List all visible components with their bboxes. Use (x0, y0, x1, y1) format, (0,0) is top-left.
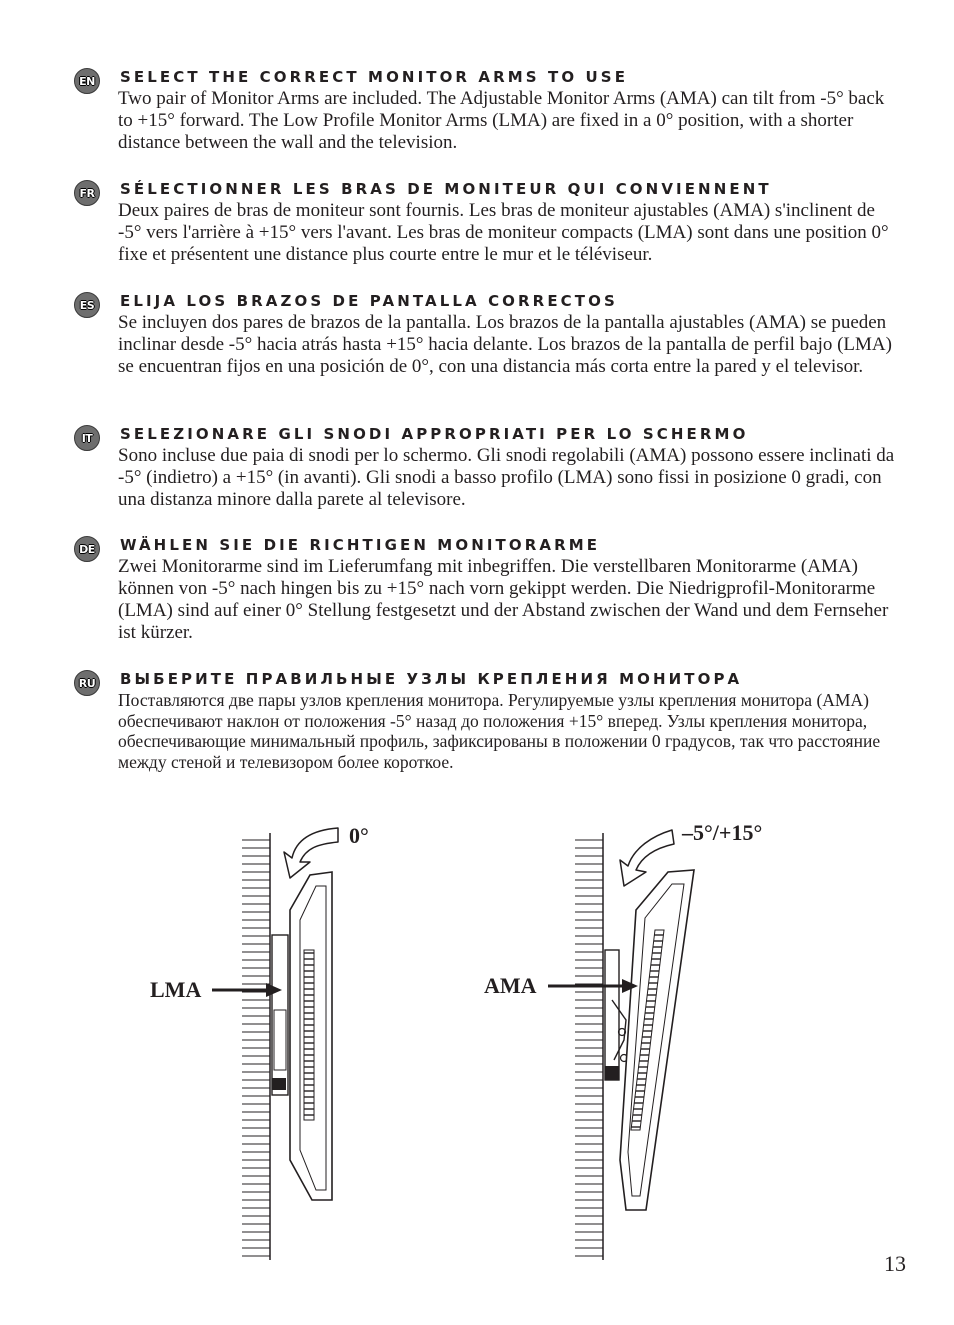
page-number: 13 (884, 1251, 906, 1276)
ama-angle-label: –5°/+15° (682, 820, 763, 845)
language-badge-en: EN (74, 68, 100, 94)
section-body-it: Sono incluse due paia di snodi per lo schermo. Gli snodi regolabili (AMA) possono essere inclinati da -5° (indietro) a +15° (in avanti). Gli snodi a basso profilo (LMA) sono fissi in posizione 0 gradi, con una distanza minore dalla parete al televisore. (118, 445, 895, 510)
section-heading-fr: SÉLECTIONNER LES BRAS DE MONITEUR QUI CONVIENNENT (120, 180, 772, 198)
section-heading-es: ELIJA LOS BRAZOS DE PANTALLA CORRECTOS (120, 292, 618, 310)
ama-diagram (484, 820, 762, 1260)
curved-arrow-icon (284, 828, 338, 878)
ama-label: AMA (484, 973, 537, 998)
language-badge-fr: FR (74, 180, 100, 206)
section-heading-it: SELEZIONARE GLI SNODI APPROPRIATI PER LO SCHERMO (120, 425, 749, 443)
section-heading-ru: ВЫБЕРИТЕ ПРАВИЛЬНЫЕ УЗЛЫ КРЕПЛЕНИЯ МОНИТОРА (120, 670, 743, 688)
language-badge-de: DE (74, 536, 100, 562)
lma-label: LMA (150, 977, 202, 1002)
tv-side-right (620, 870, 694, 1210)
lma-bracket (272, 1078, 286, 1090)
ama-bracket (605, 1066, 619, 1080)
section-body-en: Two pair of Monitor Arms are included. The Adjustable Monitor Arms (AMA) can tilt from -5° back to +15° forward. The Low Profile Monitor Arms (LMA) are fixed in a 0° position, with a shorter distance between the wall and the television. (118, 88, 885, 153)
lma-diagram (150, 823, 369, 1260)
language-badge-es: ES (74, 292, 100, 318)
language-badge-it: IT (74, 425, 100, 451)
wall-hatching-right (575, 840, 603, 1256)
monitor-arms-diagram (0, 800, 954, 1270)
wall-hatching-left (242, 840, 270, 1256)
section-body-ru: Поставляются две пары узлов крепления монитора. Регулируемые узлы крепления монитора (АМА) обеспечивают наклон от положения -5° назад до положения +15° вперед. Узлы крепления монитора, обеспечивающие минимальный профиль, зафиксированы в положении 0 градусов, так что расстояние между стеной и телевизором более короткое. (118, 690, 881, 772)
section-body-fr: Deux paires de bras de moniteur sont fournis. Les bras de moniteur ajustables (AMA) s'inclinent de -5° vers l'arrière à +15° vers l'avant. Les bras de moniteur compacts (LMA) sont dans une position 0° fixe et présentent une distance plus courte entre le mur et le téléviseur. (118, 200, 889, 265)
section-heading-en: SELECT THE CORRECT MONITOR ARMS TO USE (120, 68, 629, 86)
section-body-es: Se incluyen dos pares de brazos de la pantalla. Los brazos de la pantalla ajustables (AMA) se pueden inclinar desde -5° hacia atrás hasta +15° hacia delante. Los brazos de la pantalla de perfil bajo (LMA) se encuentran fijos en una posición de 0°, con una distancia más corta entre la pared y el televisor. (118, 312, 892, 377)
language-badge-ru: RU (74, 670, 100, 696)
lma-angle-label: 0° (349, 823, 369, 848)
tv-vents-left (304, 950, 314, 1120)
section-body-de: Zwei Monitorarme sind im Lieferumfang mit inbegriffen. Die verstellbaren Monitorarme (AMA) können von -5° nach hingen bis zu +15° nach vorn gekippt werden. Die Niedrigprofil-Monitorarme (LMA) sind auf einer 0° Stellung festgesetzt und der Abstand zwischen der Wand und dem Fernseher ist kürzer. (118, 556, 889, 643)
ama-mount-plate (605, 950, 619, 1080)
section-heading-de: WÄHLEN SIE DIE RICHTIGEN MONITORARME (120, 536, 601, 554)
